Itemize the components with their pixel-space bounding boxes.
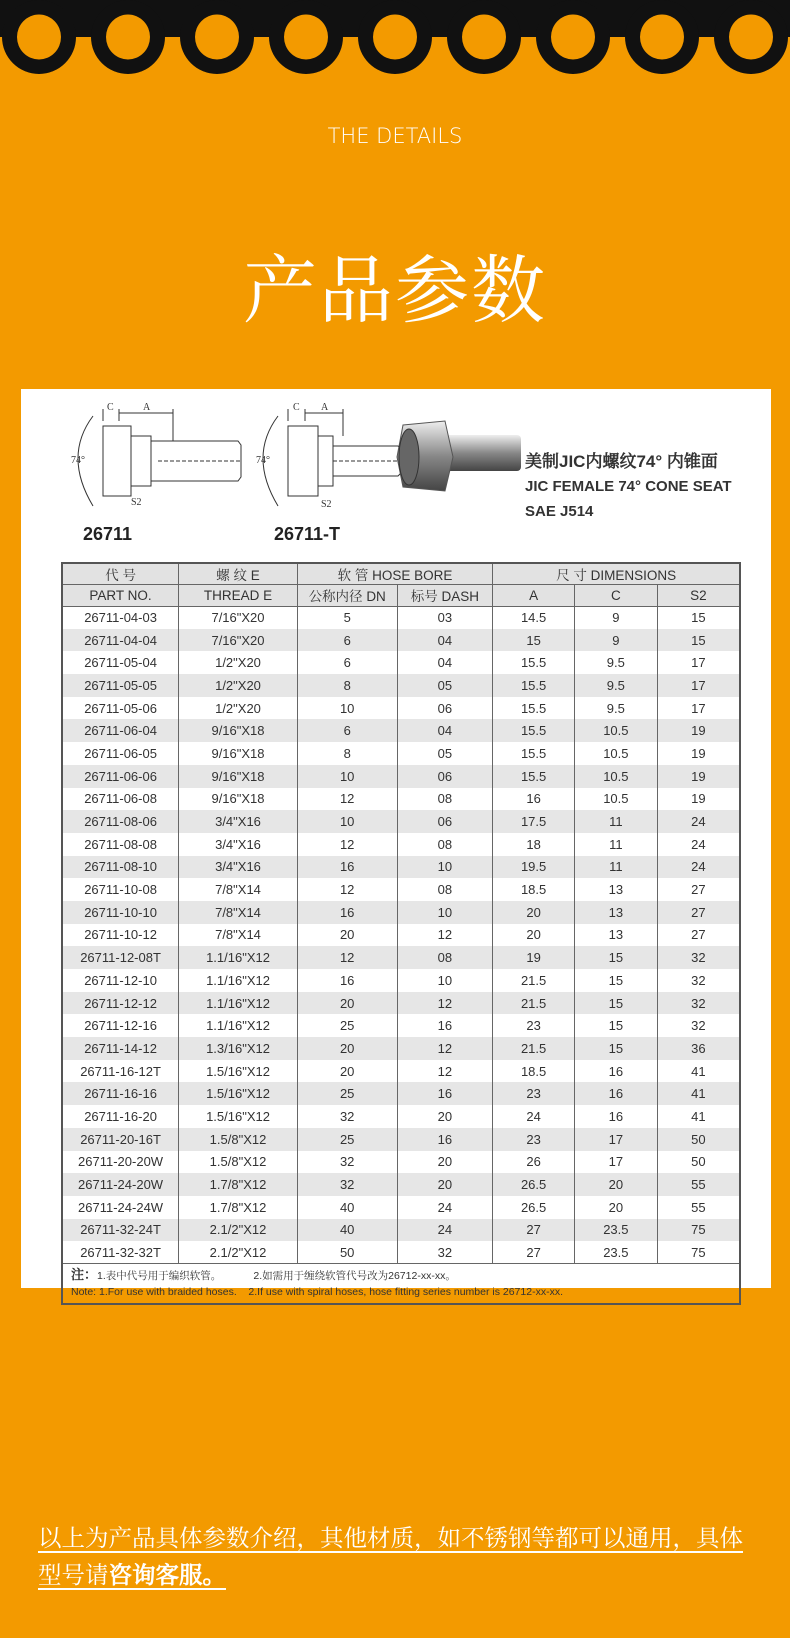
table-cell: 32	[297, 1151, 397, 1174]
table-cell: 1/2"X20	[179, 674, 298, 697]
label-a: A	[143, 402, 151, 413]
table-cell: 15.5	[493, 697, 575, 720]
table-cell: 13	[574, 901, 657, 924]
table-cell: 11	[574, 810, 657, 833]
table-cell: 19	[493, 946, 575, 969]
table-cell: 15	[574, 1037, 657, 1060]
table-cell: 26711-16-20	[62, 1105, 179, 1128]
table-cell: 19	[657, 765, 740, 788]
table-cell: 1.7/8"X12	[179, 1196, 298, 1219]
table-cell: 24	[657, 856, 740, 879]
scallop-hole	[462, 15, 506, 60]
table-cell: 12	[397, 924, 493, 947]
model-26711: 26711	[83, 524, 133, 544]
table-cell: 15.5	[493, 765, 575, 788]
table-cell: 6	[297, 719, 397, 742]
table-cell: 26711-12-12	[62, 992, 179, 1015]
table-cell: 19.5	[493, 856, 575, 879]
table-cell: 18.5	[493, 1060, 575, 1083]
table-cell: 26711-10-10	[62, 901, 179, 924]
table-cell: 3/4"X16	[179, 810, 298, 833]
table-cell: 05	[397, 674, 493, 697]
table-cell: 10.5	[574, 742, 657, 765]
table-cell: 21.5	[493, 969, 575, 992]
table-row	[62, 946, 740, 969]
table-row	[62, 1196, 740, 1219]
table-cell: 26711-04-03	[62, 606, 179, 629]
table-cell: 20	[397, 1105, 493, 1128]
table-cell: 8	[297, 674, 397, 697]
table-cell: 24	[657, 833, 740, 856]
table-cell: 32	[297, 1173, 397, 1196]
table-cell: 16	[397, 1128, 493, 1151]
table-cell: 12	[397, 1037, 493, 1060]
table-row	[62, 901, 740, 924]
table-cell: 1/2"X20	[179, 651, 298, 674]
table-row	[62, 606, 740, 629]
table-cell: 40	[297, 1219, 397, 1242]
table-cell: 10	[297, 810, 397, 833]
table-cell: 20	[493, 901, 575, 924]
table-cell: 26711-24-24W	[62, 1196, 179, 1219]
table-cell: 27	[657, 924, 740, 947]
table-cell: 15.5	[493, 719, 575, 742]
fitting-drawings	[43, 401, 403, 511]
table-cell: 26711-06-08	[62, 788, 179, 811]
table-cell: 04	[397, 651, 493, 674]
header-col: THREAD E	[179, 585, 298, 607]
table-row	[62, 1014, 740, 1037]
section-subtitle: THE DETAILS	[327, 124, 463, 148]
table-cell: 27	[657, 878, 740, 901]
table-cell: 20	[493, 924, 575, 947]
table-cell: 08	[397, 833, 493, 856]
table-cell: 23.5	[574, 1219, 657, 1242]
table-row	[62, 833, 740, 856]
header-col: A	[493, 585, 575, 607]
table-cell: 26.5	[493, 1196, 575, 1219]
table-row	[62, 1105, 740, 1128]
table-cell: 9.5	[574, 674, 657, 697]
table-cell: 1.5/8"X12	[179, 1128, 298, 1151]
table-cell: 26711-16-16	[62, 1082, 179, 1105]
table-cell: 41	[657, 1060, 740, 1083]
table-cell: 26.5	[493, 1173, 575, 1196]
table-cell: 27	[493, 1219, 575, 1242]
table-cell: 26711-20-16T	[62, 1128, 179, 1151]
table-cell: 14.5	[493, 606, 575, 629]
table-cell: 18.5	[493, 878, 575, 901]
table-cell: 19	[657, 742, 740, 765]
table-cell: 05	[397, 742, 493, 765]
fitting-photo	[395, 417, 525, 497]
table-cell: 21.5	[493, 1037, 575, 1060]
header-part-cn: 代 号	[62, 563, 179, 585]
table-row	[62, 629, 740, 652]
scallop-hole	[284, 15, 328, 60]
header-col: C	[574, 585, 657, 607]
contact-service-link[interactable]: 咨询客服。	[108, 1561, 226, 1589]
table-cell: 1.7/8"X12	[179, 1173, 298, 1196]
table-cell: 23	[493, 1082, 575, 1105]
table-cell: 50	[297, 1241, 397, 1264]
table-cell: 9/16"X18	[179, 719, 298, 742]
scallop-hole	[195, 15, 239, 60]
table-cell: 1/2"X20	[179, 697, 298, 720]
table-cell: 7/8"X14	[179, 878, 298, 901]
header-col: 标号 DASH	[397, 585, 493, 607]
table-cell: 1.1/16"X12	[179, 1014, 298, 1037]
table-cell: 10	[397, 901, 493, 924]
header-dimensions: 尺 寸 DIMENSIONS	[493, 563, 740, 585]
table-cell: 04	[397, 629, 493, 652]
model-26711-t: 26711-T	[274, 524, 341, 544]
table-row	[62, 878, 740, 901]
table-row	[62, 992, 740, 1015]
table-cell: 08	[397, 946, 493, 969]
table-row	[62, 765, 740, 788]
table-cell: 55	[657, 1173, 740, 1196]
table-cell: 2.1/2"X12	[179, 1241, 298, 1264]
table-cell: 20	[297, 1060, 397, 1083]
table-cell: 26711-10-12	[62, 924, 179, 947]
table-cell: 17	[657, 674, 740, 697]
table-cell: 9/16"X18	[179, 742, 298, 765]
table-cell: 20	[574, 1173, 657, 1196]
table-cell: 10.5	[574, 788, 657, 811]
scallop-hole	[551, 15, 595, 60]
table-row	[62, 719, 740, 742]
table-cell: 10	[397, 856, 493, 879]
table-cell: 26711-10-08	[62, 878, 179, 901]
table-cell: 36	[657, 1037, 740, 1060]
table-cell: 16	[397, 1014, 493, 1037]
table-cell: 12	[397, 1060, 493, 1083]
table-cell: 25	[297, 1082, 397, 1105]
label-a: A	[321, 402, 329, 413]
table-cell: 26711-06-06	[62, 765, 179, 788]
table-cell: 2.1/2"X12	[179, 1219, 298, 1242]
table-cell: 8	[297, 742, 397, 765]
table-cell: 19	[657, 788, 740, 811]
table-cell: 26711-20-20W	[62, 1151, 179, 1174]
table-cell: 17	[657, 697, 740, 720]
table-row	[62, 788, 740, 811]
table-row	[62, 856, 740, 879]
table-cell: 15	[657, 629, 740, 652]
product-name-cn: 美制JIC内螺纹74° 内锥面	[525, 452, 718, 471]
table-cell: 08	[397, 788, 493, 811]
label-c: C	[293, 402, 300, 413]
table-cell: 9	[574, 606, 657, 629]
table-cell: 9	[574, 629, 657, 652]
table-cell: 26711-05-04	[62, 651, 179, 674]
table-cell: 26711-05-06	[62, 697, 179, 720]
table-cell: 26711-14-12	[62, 1037, 179, 1060]
table-cell: 15	[574, 969, 657, 992]
table-cell: 32	[657, 1014, 740, 1037]
table-cell: 50	[657, 1128, 740, 1151]
table-cell: 9/16"X18	[179, 765, 298, 788]
table-row	[62, 1037, 740, 1060]
table-cell: 24	[657, 810, 740, 833]
table-cell: 26711-32-32T	[62, 1241, 179, 1264]
header-col: 公称内径 DN	[297, 585, 397, 607]
table-cell: 75	[657, 1241, 740, 1264]
table-cell: 32	[657, 946, 740, 969]
table-cell: 1.3/16"X12	[179, 1037, 298, 1060]
table-cell: 19	[657, 719, 740, 742]
table-cell: 3/4"X16	[179, 856, 298, 879]
table-notes	[62, 1264, 740, 1305]
table-cell: 11	[574, 856, 657, 879]
label-angle: 74°	[71, 455, 85, 466]
table-cell: 23.5	[574, 1241, 657, 1264]
table-cell: 15.5	[493, 742, 575, 765]
label-angle: 74°	[256, 455, 270, 466]
table-cell: 16	[397, 1082, 493, 1105]
table-cell: 08	[397, 878, 493, 901]
table-cell: 26711-06-05	[62, 742, 179, 765]
table-cell: 10.5	[574, 765, 657, 788]
table-cell: 32	[657, 969, 740, 992]
table-cell: 1.1/16"X12	[179, 946, 298, 969]
table-cell: 20	[297, 924, 397, 947]
table-cell: 06	[397, 765, 493, 788]
scallop-hole	[640, 15, 684, 60]
table-cell: 16	[297, 856, 397, 879]
header-col: S2	[657, 585, 740, 607]
table-cell: 23	[493, 1014, 575, 1037]
table-cell: 1.1/16"X12	[179, 969, 298, 992]
table-cell: 7/8"X14	[179, 901, 298, 924]
table-cell: 21.5	[493, 992, 575, 1015]
product-standard: SAE J514	[525, 503, 594, 520]
table-cell: 26711-06-04	[62, 719, 179, 742]
table-cell: 50	[657, 1151, 740, 1174]
table-row	[62, 969, 740, 992]
table-cell: 13	[574, 924, 657, 947]
scallop-hole	[106, 15, 150, 60]
table-cell: 41	[657, 1082, 740, 1105]
table-cell: 9.5	[574, 697, 657, 720]
table-cell: 15	[657, 606, 740, 629]
footer-note	[38, 1520, 753, 1594]
table-cell: 20	[397, 1173, 493, 1196]
header-thread-cn: 螺 纹 E	[179, 563, 298, 585]
table-cell: 10	[297, 697, 397, 720]
table-cell: 75	[657, 1219, 740, 1242]
scallop-hole	[17, 15, 61, 60]
table-row	[62, 1082, 740, 1105]
spec-panel	[21, 389, 771, 1299]
table-row	[62, 1128, 740, 1151]
table-cell: 55	[657, 1196, 740, 1219]
header-col: PART NO.	[62, 585, 179, 607]
table-cell: 26711-12-16	[62, 1014, 179, 1037]
table-row	[62, 810, 740, 833]
table-cell: 17.5	[493, 810, 575, 833]
table-cell: 26711-04-04	[62, 629, 179, 652]
table-cell: 12	[297, 878, 397, 901]
table-cell: 26711-16-12T	[62, 1060, 179, 1083]
table-cell: 7/8"X14	[179, 924, 298, 947]
table-cell: 41	[657, 1105, 740, 1128]
table-cell: 17	[574, 1151, 657, 1174]
table-cell: 26711-08-06	[62, 810, 179, 833]
scallop-hole	[729, 15, 773, 60]
product-name-en: JIC FEMALE 74° CONE SEAT	[525, 478, 732, 495]
table-cell: 12	[397, 992, 493, 1015]
table-cell: 15.5	[493, 651, 575, 674]
table-cell: 26	[493, 1151, 575, 1174]
table-cell: 10	[397, 969, 493, 992]
table-row	[62, 1060, 740, 1083]
table-cell: 6	[297, 629, 397, 652]
table-cell: 18	[493, 833, 575, 856]
table-cell: 12	[297, 946, 397, 969]
table-cell: 16	[574, 1105, 657, 1128]
table-cell: 26711-32-24T	[62, 1219, 179, 1242]
table-cell: 27	[657, 901, 740, 924]
table-cell: 16	[297, 901, 397, 924]
table-cell: 1.5/8"X12	[179, 1151, 298, 1174]
table-cell: 12	[297, 788, 397, 811]
table-cell: 16	[574, 1060, 657, 1083]
table-cell: 06	[397, 810, 493, 833]
label-s2: S2	[131, 497, 142, 508]
table-cell: 7/16"X20	[179, 606, 298, 629]
table-row	[62, 742, 740, 765]
table-cell: 13	[574, 878, 657, 901]
table-cell: 1.5/16"X12	[179, 1060, 298, 1083]
table-row	[62, 924, 740, 947]
table-cell: 15	[493, 629, 575, 652]
table-cell: 16	[297, 969, 397, 992]
table-cell: 04	[397, 719, 493, 742]
table-cell: 26711-24-20W	[62, 1173, 179, 1196]
table-cell: 26711-08-08	[62, 833, 179, 856]
note-cn-1: 1.表中代号用于编织软管。	[97, 1270, 222, 1283]
header-hose-bore: 软 管 HOSE BORE	[297, 563, 492, 585]
table-cell: 16	[574, 1082, 657, 1105]
table-cell: 23	[493, 1128, 575, 1151]
label-s2: S2	[321, 499, 332, 510]
page-title: 产品参数	[243, 248, 547, 334]
table-cell: 26711-12-08T	[62, 946, 179, 969]
table-cell: 25	[297, 1128, 397, 1151]
table-cell: 1.5/16"X12	[179, 1082, 298, 1105]
table-cell: 03	[397, 606, 493, 629]
table-cell: 20	[297, 1037, 397, 1060]
table-cell: 10	[297, 765, 397, 788]
table-cell: 32	[297, 1105, 397, 1128]
note-cn-2: 2.如需用于缠绕软管代号改为26712-xx-xx。	[253, 1270, 456, 1283]
table-cell: 9.5	[574, 651, 657, 674]
table-cell: 15.5	[493, 674, 575, 697]
table-cell: 24	[397, 1219, 493, 1242]
table-cell: 20	[297, 992, 397, 1015]
table-cell: 27	[493, 1241, 575, 1264]
table-cell: 11	[574, 833, 657, 856]
table-cell: 40	[297, 1196, 397, 1219]
table-cell: 15	[574, 1014, 657, 1037]
table-cell: 24	[397, 1196, 493, 1219]
table-cell: 12	[297, 833, 397, 856]
table-cell: 20	[574, 1196, 657, 1219]
table-cell: 24	[493, 1105, 575, 1128]
table-cell: 26711-12-10	[62, 969, 179, 992]
table-cell: 20	[397, 1151, 493, 1174]
table-cell: 32	[397, 1241, 493, 1264]
table-cell: 32	[657, 992, 740, 1015]
table-cell: 17	[574, 1128, 657, 1151]
table-row	[62, 674, 740, 697]
table-cell: 6	[297, 651, 397, 674]
table-cell: 3/4"X16	[179, 833, 298, 856]
table-cell: 9/16"X18	[179, 788, 298, 811]
table-cell: 26711-08-10	[62, 856, 179, 879]
table-cell: 16	[493, 788, 575, 811]
table-cell: 26711-05-05	[62, 674, 179, 697]
table-cell: 1.5/16"X12	[179, 1105, 298, 1128]
scalloped-top-border	[0, 0, 790, 80]
table-cell: 15	[574, 992, 657, 1015]
table-cell: 7/16"X20	[179, 629, 298, 652]
notes-label: 注：	[71, 1267, 98, 1283]
note-en: Note: 1.For use with braided hoses. 2.If use with spiral hoses, hose fitting series number is 26712-xx-xx.	[71, 1286, 563, 1299]
table-cell: 10.5	[574, 719, 657, 742]
table-row	[62, 651, 740, 674]
table-row	[62, 1151, 740, 1174]
table-row	[62, 1219, 740, 1242]
spec-table	[61, 562, 741, 1305]
footer-text: 以上为产品具体参数介绍，其他材质，如不锈钢等都可以通用，具体型号请	[38, 1524, 743, 1589]
scallop-hole	[373, 15, 417, 60]
table-cell: 25	[297, 1014, 397, 1037]
table-cell: 06	[397, 697, 493, 720]
table-row	[62, 1241, 740, 1264]
table-cell: 5	[297, 606, 397, 629]
table-row	[62, 697, 740, 720]
table-row	[62, 1173, 740, 1196]
label-c: C	[107, 402, 114, 413]
table-cell: 15	[574, 946, 657, 969]
product-description	[525, 449, 732, 524]
table-cell: 1.1/16"X12	[179, 992, 298, 1015]
table-cell: 17	[657, 651, 740, 674]
